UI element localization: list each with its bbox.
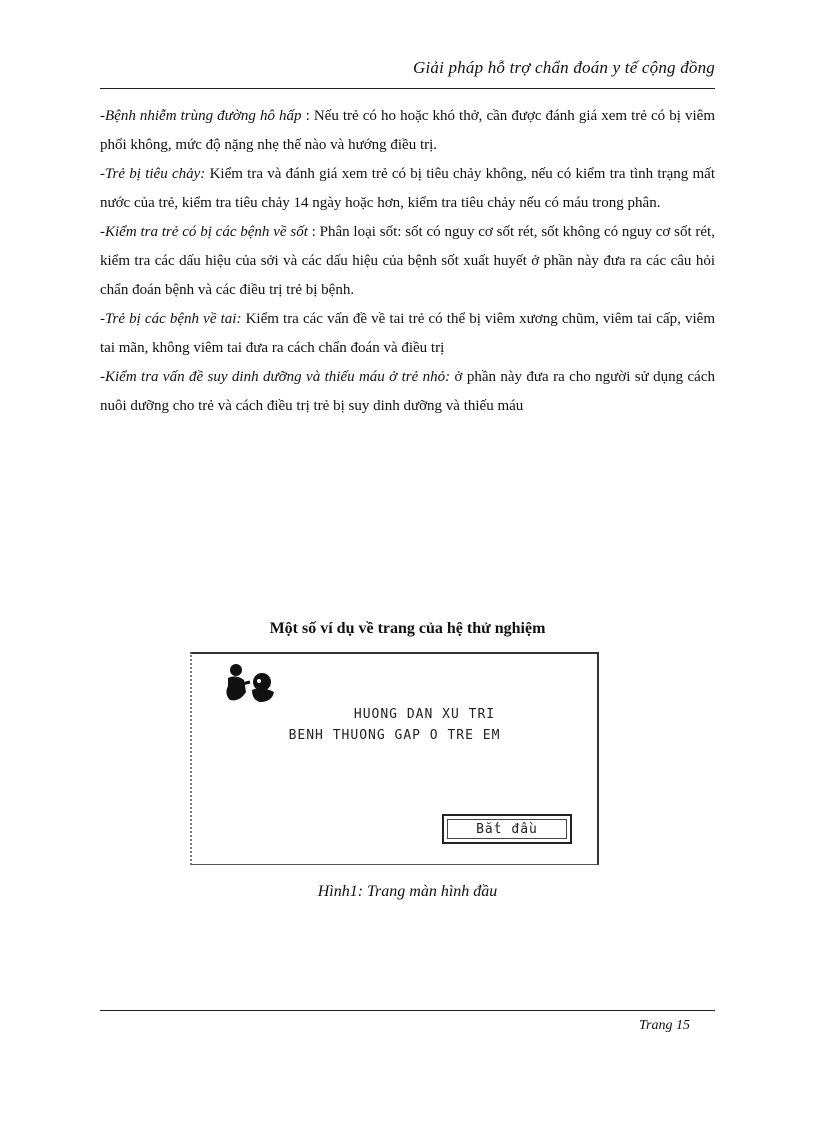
paragraph-ear (100, 305, 715, 363)
paragraph-diarrhea (100, 160, 715, 218)
paragraph-lead: -Kiểm tra trẻ có bị các bệnh về sốt (100, 224, 308, 240)
screenshot-figure (190, 652, 599, 865)
paragraph-text: Kiểm tra và đánh giá xem trẻ có bị tiêu chảy không, nếu có kiểm tra tình trạng mất nước của trẻ, kiểm tra tiêu chảy 14 ngày hoặc hơn, kiểm tra tiêu chảy nếu có máu trong phân. (100, 166, 716, 211)
paragraph-text: ở phần này đưa ra cho người sử dụng cách nuôi dưỡng cho trẻ và cách điều trị trẻ bị suy dinh dưỡng và thiếu máu (100, 369, 715, 414)
paragraph-lead: -Trẻ bị các bệnh về tai: (100, 311, 242, 327)
start-button[interactable] (442, 814, 572, 844)
paragraph-text: : Nếu trẻ có ho hoặc khó thở, cần được đánh giá xem trẻ có bị viêm phổi không, mức độ nặng nhẹ thế nào và hướng điều trị. (100, 108, 715, 153)
running-header: Giải pháp hỗ trợ chẩn đoán y tế cộng đồng (413, 58, 715, 77)
page-number: Trang 15 (639, 1018, 690, 1033)
paragraph-fever (100, 218, 715, 305)
paragraph-lead: -Trẻ bị tiêu chảy: (100, 166, 206, 182)
figure-caption: Hình1: Trang màn hình đầu (317, 883, 498, 900)
body-text (100, 102, 715, 421)
figure-heading: Một số ví dụ về trang của hệ thử nghiệm (269, 620, 546, 637)
paragraph-malnutrition (100, 363, 715, 421)
paragraph-lead: -Kiểm tra vấn đề suy dinh dưỡng và thiếu máu ở trẻ nhỏ: (100, 369, 451, 385)
paragraph-text: : Phân loại sốt: sốt có nguy cơ sốt rét, sốt không có nguy cơ sốt rét, kiểm tra các dấu hiệu của sởi và các dấu hiệu của bệnh sốt xuất huyết ở phần này đưa ra các câu hỏi chẩn đoán bệnh và các điều trị trẻ bị bệnh. (100, 224, 715, 298)
start-button-label: Bắt đầu (476, 821, 538, 837)
header-rule (100, 88, 715, 89)
screen-title (192, 704, 597, 746)
screen-title-line-2: BENH THUONG GAP O TRE EM (288, 728, 501, 743)
mother-child-logo-icon (222, 662, 282, 708)
paragraph-respiratory (100, 102, 715, 160)
paragraph-lead: -Bệnh nhiễm trùng đường hô hấp (100, 108, 302, 124)
screen-title-line-1: HUONG DAN XU TRI (353, 707, 496, 722)
footer-rule (100, 1010, 715, 1011)
paragraph-text: Kiểm tra các vấn đề về tai trẻ có thể bị viêm xương chũm, viêm tai cấp, viêm tai mãn, không viêm tai đưa ra cách chẩn đoán và điều trị (100, 311, 715, 356)
